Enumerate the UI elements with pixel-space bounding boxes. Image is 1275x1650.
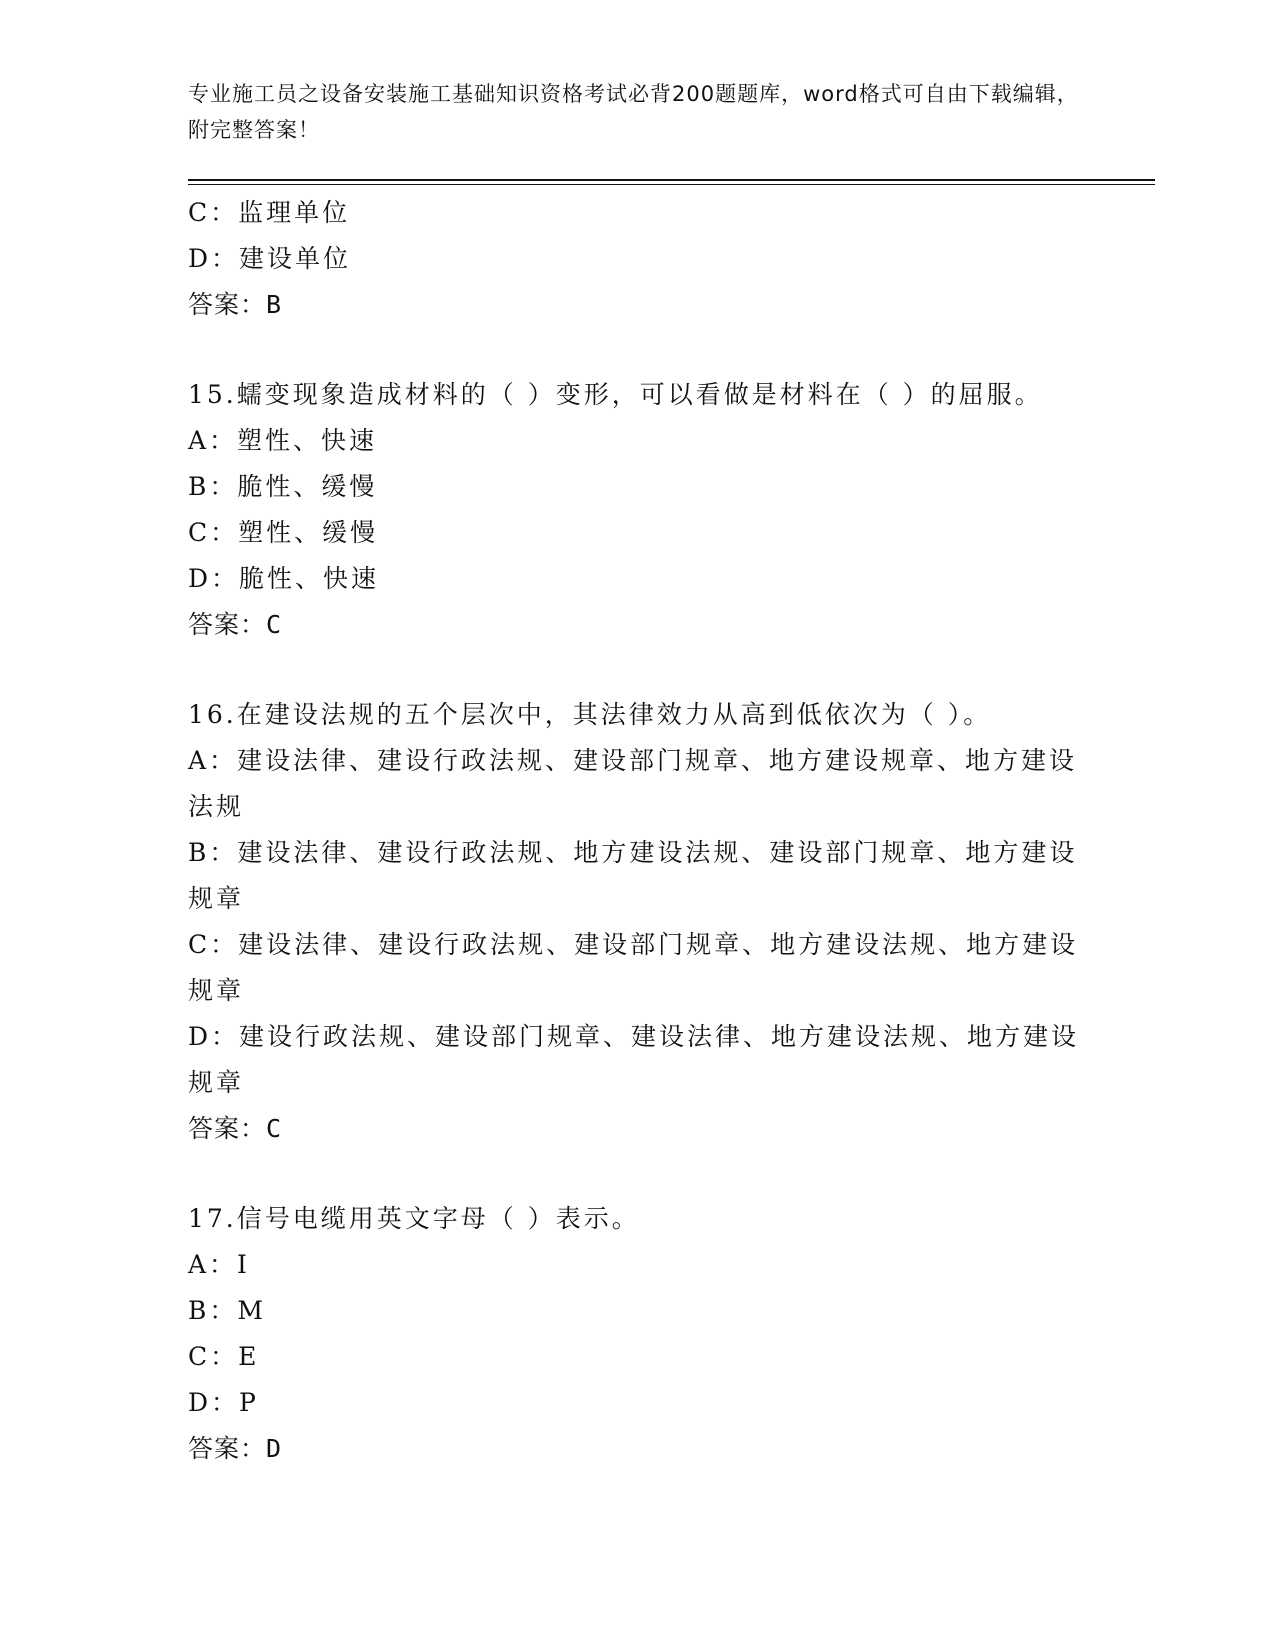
- option-b: B：脆性、缓慢: [188, 472, 378, 501]
- header-divider-thin: [188, 184, 1155, 185]
- answer-line: [188, 602, 1088, 648]
- answer-line: [188, 282, 1088, 328]
- question-list: [188, 190, 1088, 1516]
- answer-label: 答案：: [188, 1434, 267, 1463]
- option-c: C：E: [188, 1342, 260, 1371]
- option-c: C：塑性、缓慢: [188, 518, 379, 547]
- option-c: C：建设法律、建设行政法规、建设部门规章、地方建设法规、地方建设规章: [188, 930, 1079, 1005]
- answer-value: D: [266, 1434, 283, 1463]
- header-title: 专业施工员之设备安装施工基础知识资格考试必背200题题库，word格式可自由下载编辑，附完整答案！: [188, 82, 1079, 142]
- answer-value: C: [266, 610, 283, 639]
- option-c: C：监理单位: [188, 198, 351, 227]
- option-a: A：建设法律、建设行政法规、建设部门规章、地方建设规章、地方建设法规: [188, 746, 1078, 821]
- prev-question-block: [188, 190, 1088, 328]
- question-stem: 17.信号电缆用英文字母（ ）表示。: [188, 1204, 640, 1233]
- option-b: B：建设法律、建设行政法规、地方建设法规、建设部门规章、地方建设规章: [188, 838, 1078, 913]
- answer-label: 答案：: [188, 1114, 267, 1143]
- option-d: D：建设单位: [188, 244, 352, 273]
- option-b: B：M: [188, 1296, 266, 1325]
- question-17: [188, 1196, 1088, 1472]
- answer-value: C: [266, 1114, 283, 1143]
- question-15: [188, 372, 1088, 648]
- option-d: D：P: [188, 1388, 259, 1417]
- option-d: D：脆性、快速: [188, 564, 380, 593]
- question-16: [188, 692, 1088, 1152]
- document-header: [188, 76, 1088, 148]
- header-divider-thick: [188, 179, 1155, 181]
- answer-line: [188, 1426, 1088, 1472]
- answer-line: [188, 1106, 1088, 1152]
- answer-value: B: [266, 290, 283, 319]
- question-stem: 15.蠕变现象造成材料的（ ）变形，可以看做是材料在（ ）的屈服。: [188, 380, 1043, 409]
- answer-label: 答案：: [188, 610, 267, 639]
- option-a: A：I: [188, 1250, 250, 1279]
- option-d: D：建设行政法规、建设部门规章、建设法律、地方建设法规、地方建设规章: [188, 1022, 1080, 1097]
- answer-label: 答案：: [188, 290, 267, 319]
- question-stem: 16.在建设法规的五个层次中，其法律效力从高到低依次为（ ）。: [188, 700, 992, 729]
- option-a: A：塑性、快速: [188, 426, 378, 455]
